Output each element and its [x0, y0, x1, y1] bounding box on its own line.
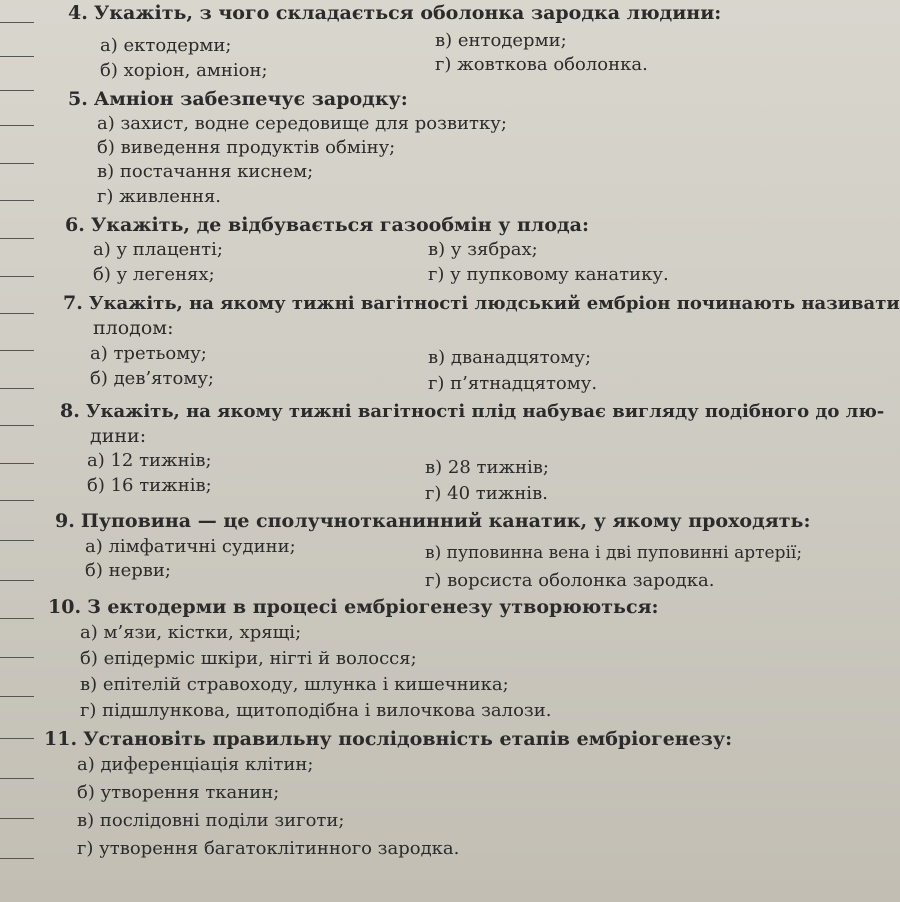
answer-line: [0, 618, 34, 619]
option-v: в) у зябрах;: [428, 239, 538, 260]
option-g: г) підшлункова, щитоподібна і вилочкова залози.: [80, 700, 552, 721]
question-10: [48, 596, 659, 618]
answer-line: [0, 276, 34, 277]
option-b: б) дев’ятому;: [90, 368, 214, 389]
question-text: Амніон забезпечує зародку:: [93, 88, 408, 110]
question-number: 5.: [68, 88, 88, 110]
option-g: г) п’ятнадцятому.: [428, 373, 598, 394]
question-number: 9.: [55, 510, 75, 532]
question-4: [68, 2, 721, 24]
option-g: г) жовткова оболонка.: [435, 54, 648, 75]
question-text: З ектодерми в процесі ембріогенезу утворюються:: [87, 596, 659, 618]
option-g: г) утворення багатоклітинного зародка.: [77, 838, 460, 859]
answer-line: [0, 90, 34, 91]
question-6: [65, 214, 589, 236]
question-text: Укажіть, на якому тижні вагітності плід набуває вигляду подібного до лю-: [85, 401, 885, 422]
question-number: 4.: [68, 2, 88, 24]
question-text: Укажіть, де відбувається газообмін у плода:: [90, 214, 589, 236]
question-8-continuation: [90, 425, 146, 447]
question-number: 10.: [48, 596, 82, 618]
question-text: Установіть правильну послідовність етапів ембріогенезу:: [83, 728, 733, 750]
option-v: в) дванадцятому;: [428, 347, 592, 368]
option-b: б) 16 тижнів;: [87, 475, 212, 496]
question-text: Укажіть, на якому тижні вагітності людський ембріон починають називати: [88, 293, 900, 314]
option-a: а) третьому;: [90, 343, 207, 364]
option-b: б) у легенях;: [93, 264, 215, 285]
question-8: [60, 400, 884, 423]
question-number: 8.: [60, 400, 80, 422]
answer-line: [0, 580, 34, 581]
question-number: 6.: [65, 214, 85, 236]
question-text: Укажіть, з чого складається оболонка зародка людини:: [93, 2, 722, 24]
option-v: в) 28 тижнів;: [425, 457, 549, 478]
option-g: г) у пупковому канатику.: [428, 264, 669, 285]
answer-line: [0, 696, 34, 697]
answer-line: [0, 425, 34, 426]
answer-line: [0, 238, 34, 239]
answer-line: [0, 313, 34, 314]
question-5: [68, 88, 408, 110]
answer-line: [0, 350, 34, 351]
answer-line: [0, 500, 34, 501]
option-a: а) у плаценті;: [93, 239, 223, 260]
answer-line: [0, 125, 34, 126]
option-v: в) епітелій стравоходу, шлунка і кишечника;: [80, 674, 509, 695]
answer-line: [0, 778, 34, 779]
option-a: а) захист, водне середовище для розвитку;: [97, 113, 507, 134]
answer-line: [0, 56, 34, 57]
question-7-continuation: [93, 317, 174, 339]
option-b: б) хоріон, амніон;: [100, 60, 268, 81]
option-a: а) 12 тижнів;: [87, 450, 212, 471]
question-number: 7.: [63, 292, 83, 314]
answer-line: [0, 818, 34, 819]
answer-line: [0, 858, 34, 859]
question-11: [44, 728, 732, 750]
option-a: а) лімфатичні судини;: [85, 536, 296, 557]
answer-line: [0, 738, 34, 739]
question-text: Пуповина — це сполучнотканинний канатик, у якому проходять:: [80, 510, 811, 532]
option-v: в) послідовні поділи зиготи;: [77, 810, 345, 831]
option-a: а) диференціація клітин;: [77, 754, 314, 775]
option-g: г) живлення.: [97, 186, 222, 207]
option-b: б) нерви;: [85, 560, 171, 581]
question-text-continuation: дини:: [90, 425, 147, 447]
option-v: в) постачання киснем;: [97, 161, 314, 182]
option-a: а) м’язи, кістки, хрящі;: [80, 622, 302, 643]
option-v: в) пуповинна вена і дві пуповинні артерії;: [425, 543, 803, 563]
answer-line: [0, 163, 34, 164]
answer-line: [0, 200, 34, 201]
answer-line: [0, 540, 34, 541]
answer-line: [0, 657, 34, 658]
option-v: в) ентодерми;: [435, 30, 567, 51]
question-9: [55, 510, 810, 532]
option-g: г) ворсиста оболонка зародка.: [425, 570, 715, 591]
option-b: б) виведення продуктів обміну;: [97, 137, 396, 158]
question-7: [63, 292, 900, 315]
question-text-continuation: плодом:: [93, 317, 174, 339]
option-b: б) епідерміс шкіри, нігті й волосся;: [80, 648, 417, 669]
option-a: а) ектодерми;: [100, 35, 232, 56]
question-number: 11.: [44, 728, 78, 750]
answer-line: [0, 388, 34, 389]
option-g: г) 40 тижнів.: [425, 483, 548, 504]
option-b: б) утворення тканин;: [77, 782, 280, 803]
answer-line: [0, 463, 34, 464]
answer-line: [0, 22, 34, 23]
